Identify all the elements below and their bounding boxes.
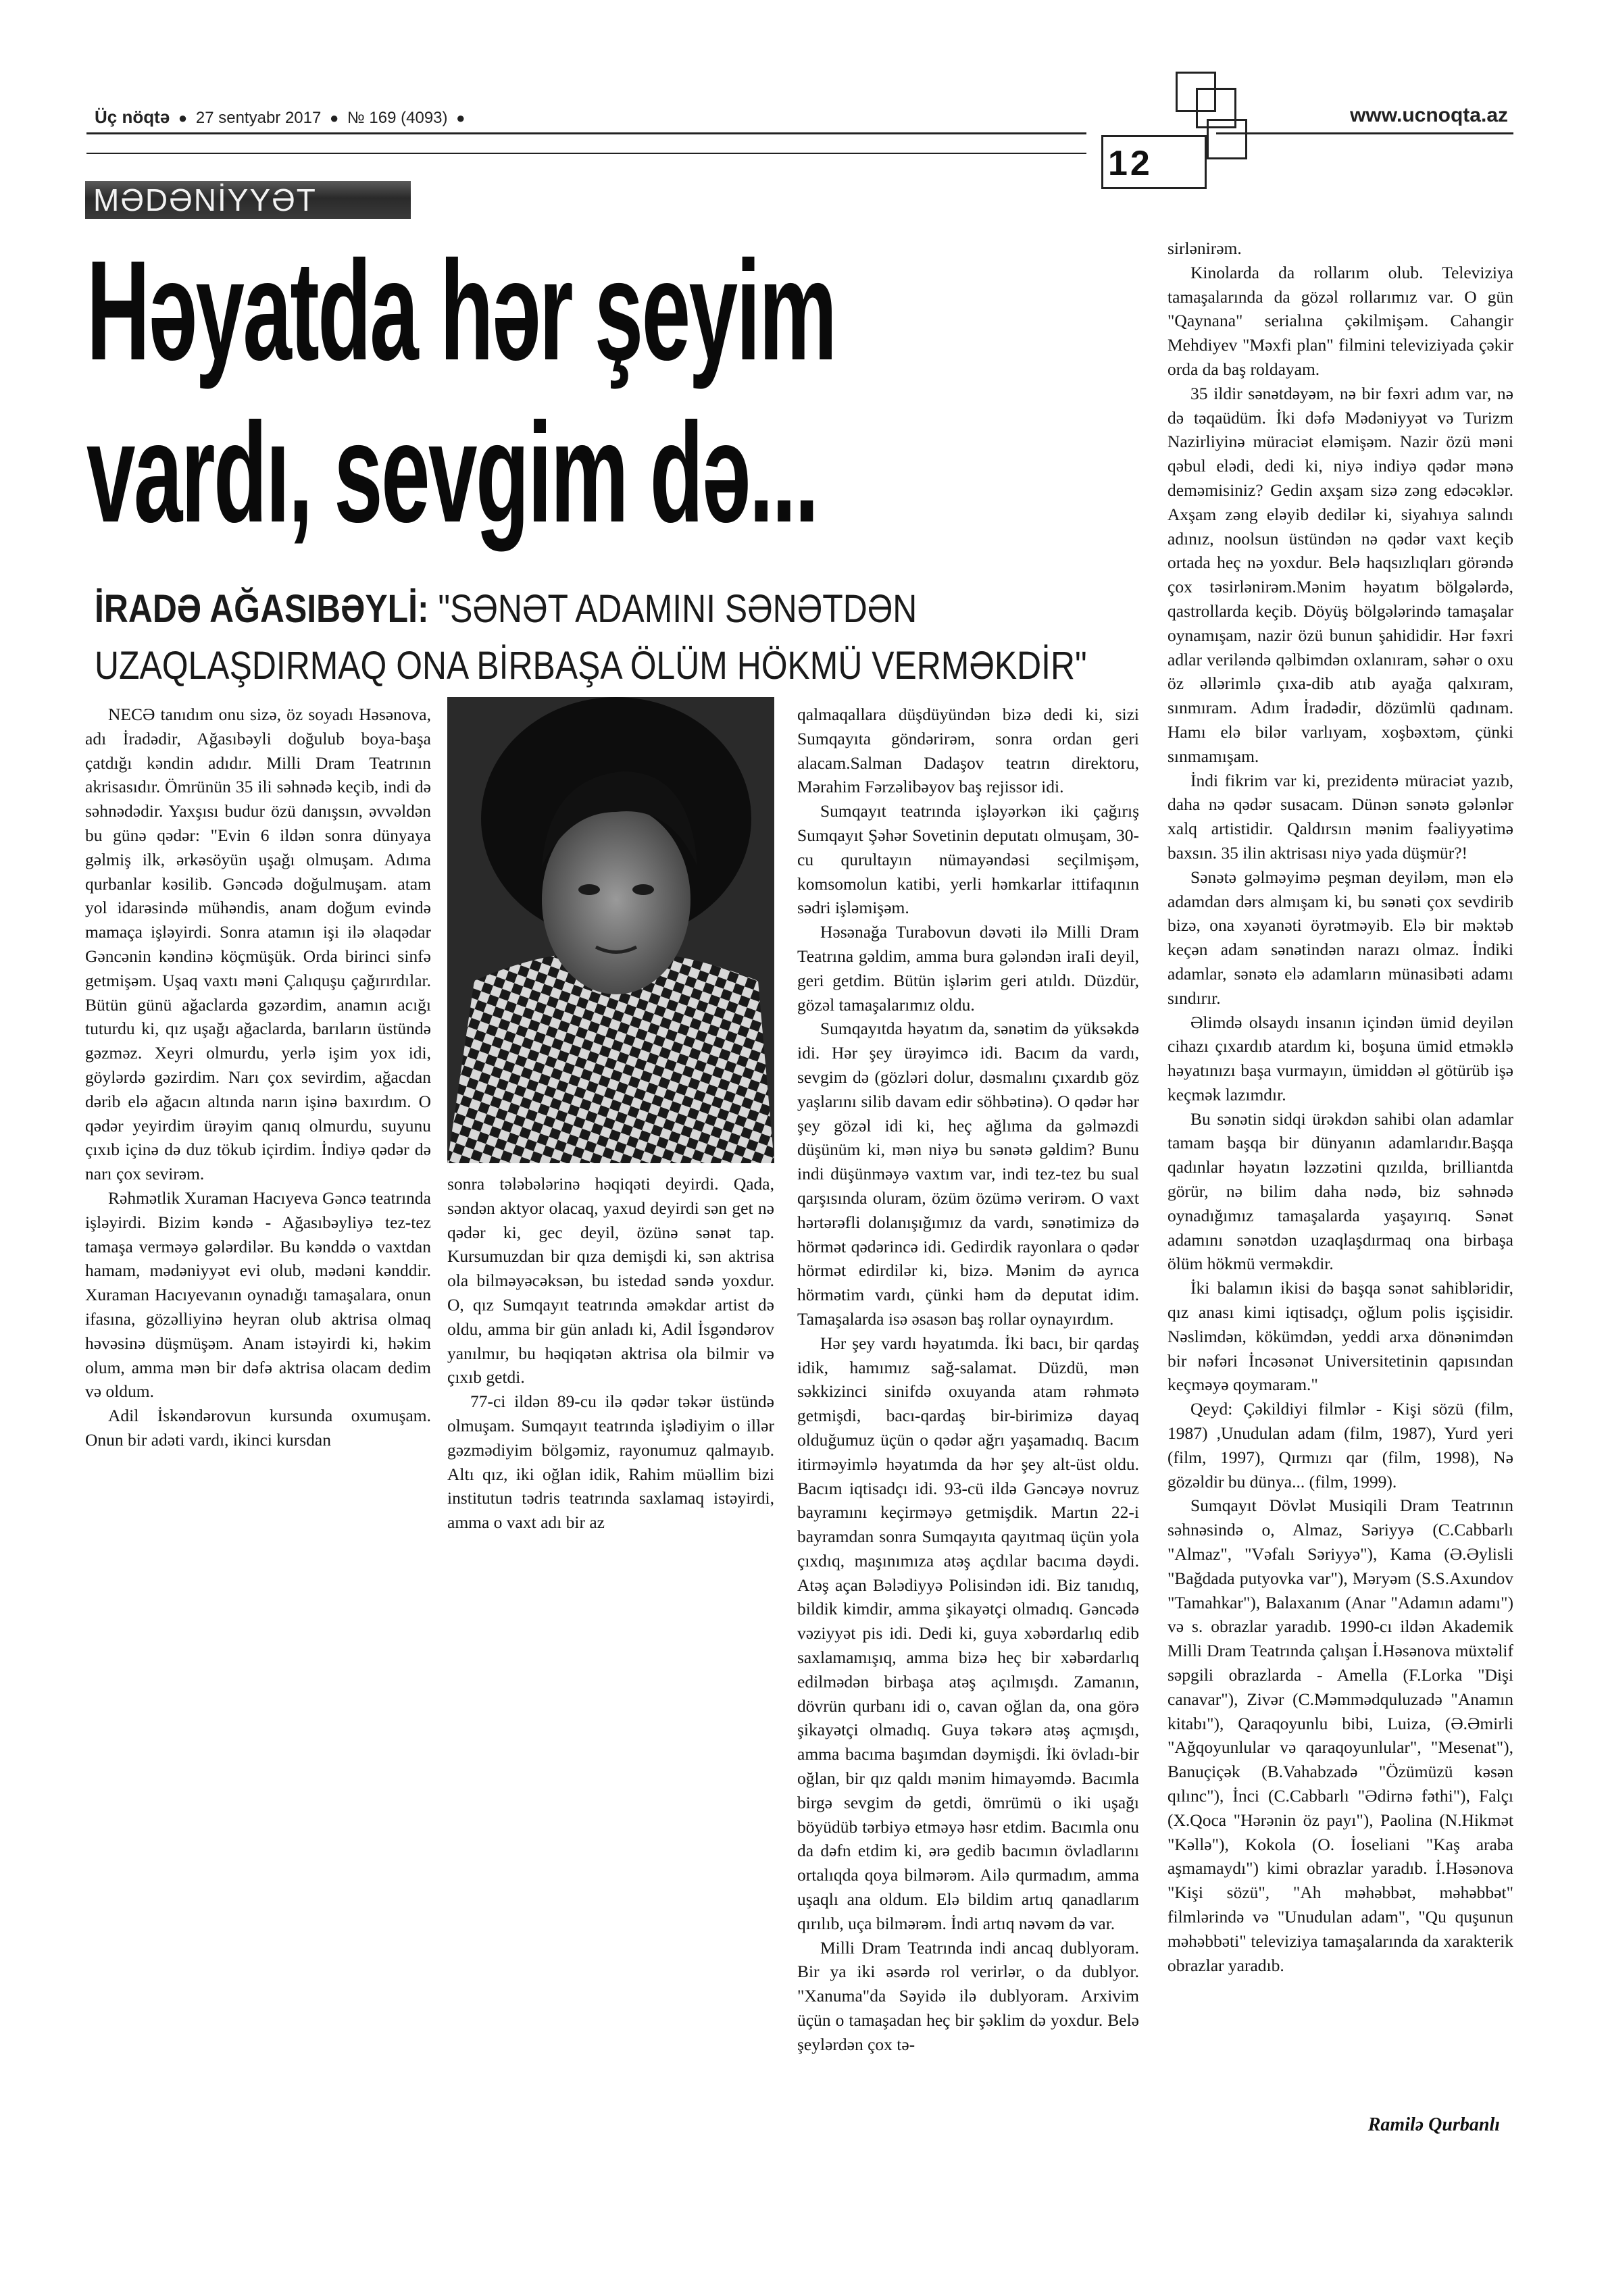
paper-name: Üç nöqtə [95,107,170,127]
paragraph: İndi fikrim var ki, prezidentə müraciət yazıb, daha nə qədər susacam. Dünən sənətə gələnlər xalq artistidir. Qaldırsın mənim fəaliyyətimə baxsın. 35 ilin aktrisası niyə yada düşmür?! [1167,770,1513,863]
subheadline-quote-2: UZAQLAŞDIRMAQ ONA BİRBAŞA ÖLÜM HÖKMÜ VERMƏKDİR" [95,644,1087,688]
paragraph: NECƏ tanıdım onu sizə, öz soyadı Həsənova, adı İradədir, Ağasıbəyli doğulub boya-başa çatdığı kəndin adıdır. Milli Dram Teatrının akrisasıdır. Ömrünün 35 ili səhnədə keçib, indi də səhnədədir. Yaxşısı budur özü danışsın, əvvəldən bu günə qədər: "Evin 6 ildən sonra dünyaya gəlmiş ilk, ərkəsöyün uşağı olmuşam. Adıma qurbanlar kəsilib. Gəncədə doğulmuşam. atam yol idarəsində mühəndis, anam doğum evində mamaça işləyirdi. Sonra atamın işi ilə əlaqədar Gəncənin kəndinə köçmüşük. Orda birinci sinfə getmişəm. Uşaq vaxtı məni Çalıquşu çağırırdılar. Bütün günü ağaclarda gəzərdim, anamın acığı tuturdu ki, qız uşağı ağaclarda, barıların üstündə gəzməz. Xeyri olmurdu, yerlə işim yox idi, göylərdə gəzirdim. Narı çox sevirdim, ağacdan dərib elə ağacın altında narın işinə baxırdım. O qədər yeyirdim ürəyim qanıq olmurdu, suyunu çıxıb içinə də duz tökub içirdim. İndiyə qədər də narı çox sevirəm. [85,705,431,1184]
bullet: ● [178,109,188,126]
paragraph: Milli Dram Teatrında indi ancaq dublyoram. Bir ya iki əsərdə rol verirlər, o da dublyor. "Xanuma"da Səyidə ilə dublyoram. Arxivim üçün o tamaşadan heç bir şəklim də yoxdur. Belə şeylərdən çox tə- [797,1937,1139,2054]
website-url: www.ucnoqta.az [1350,104,1508,126]
header-rule-left-2 [86,153,1086,154]
headline [86,230,836,554]
paragraph: Əlimdə olsaydı insanın içindən ümid deyilən cihazı çıxardıb atardım ki, boşuna ümid etməklə həyatınızı başa vurmayın, ümiddən əl götürüb işə keçmək lazımdır. [1167,1012,1513,1104]
paragraph: Sumqayıt Dövlət Musiqili Dram Teatrının səhnəsində o, Almaz, Səriyyə (C.Cabbarlı "Almaz", "Vəfalı Səriyyə"), Kama (Ə.Əylisli "Bağdada putyovka var"), Məryəm (S.S.Axundov "Tamahkar"), Balaxanım (Anar "Adamın adamı") və s. obrazlar yaradıb. 1990-cı ildən Akademik Milli Dram Teatrında çalışan İ.Həsənova müxtəlif səpgili obrazlarda - Amella (F.Lorka "Dişi canavar"), Zivər (C.Məmmədquluzadə "Anamın kitabı"), Qaraqoyunlu bibi, Luiza, (Ə.Əmirli "Ağqoyunlular və qaraqoyunlular", "Mesenat"), Banuçiçək (B.Vahabzadə "Özümüzü kəsən qılınc"), İnci (C.Cabbarlı "Ədirnə fəthi"), Falçı (X.Qoca "Hərənin öz payı"), Paolina (N.Hikmət "Kəllə"), Kokola (O. İoseliani "Kaş araba aşmamaydı") kimi obrazlar yaradıb. İ.Həsənova "Kişi sözü", "Ah məhəbbət, məhəbbət" filmlərində və "Unudulan adam", "Qu quşunun məhəbbəti" televiziya tamaşalarında da xarakterik obrazlar yaradıb. [1167,1496,1513,1975]
header-rule-right [1216,132,1513,134]
masthead-line [95,107,469,128]
paragraph: 77-ci ildən 89-cu ilə qədər təkər üstündə olmuşam. Sumqayıt teatrında işlədiyim o illər gəzmədiyim bölgəmiz, rayonumuz qalmayıb. Altı qız, iki oğlan idik, Rahim müəllim bizi institutun tədris teatrında saxlamaq istəyirdi, amma o vaxt adı bir az [447,1392,774,1533]
portrait-photo [447,697,774,1163]
issue-number: № 169 (4093) [347,109,448,127]
paragraph: sonra tələbələrinə həqiqəti deyirdi. Qada, səndən aktyor olacaq, yaxud deyirdi sən get nə qədər ki, gec deyil, özünə sənət tap. Kursumuzdan bir qıza demişdi ki, sən aktrisa ola bilməyəcəksən, bu istedad səndə yoxdur. O, qız Sumqayıt teatrında əməkdar artist də oldu, amma bir gün anladı ki, Adil İsgəndərov yanılmır, bu həqiqətən aktrisa ola bilmir və çıxıb getdi. [447,1174,774,1387]
article-column-2 [447,1172,774,1535]
author-signature: Ramilə Qurbanlı [1367,2114,1500,2135]
section-label: MƏDƏNİYYƏT [85,181,411,219]
logo-square-icon [1207,119,1247,159]
paragraph: Hər şey vardı həyatımda. İki bacı, bir qardaş idik, hamımız sağ-salamat. Düzdü, mən səkkizinci sinifdə oxuyanda atam rəhmətə getmişdi, bacı-qardaş bir-birimizə dayaq olduğumuz üçün o qədər ağrı yaşamadıq. Bacım itirməyimlə həyatımda da hər şey alt-üst oldu. Bacım iqtisadçı idi. 93-cü ildə Gəncəyə novruz bayramını keçirməyə getmişdik. Martın 22-i bayramdan sonra Sumqayıta qayıtmaq üçün yola çıxdıq, maşınımıza atəş açdılar bacıma dəydi. Atəş açan Bələdiyyə Polisindən idi. Biz tanıdıq, bildik kimdir, amma şikayətçi olmadıq. Gəncədə vəziyyət pis idi. Dedi ki, guya xəbərdarlıq edib saxlamamışıq, amma bizə heç bir xəbərdarlıq edilmədən birbaşa atəş açılmışdı. Zamanın, dövrün qurbanı idi o, cavan oğlan da, ona görə şikayətçi olmadıq. Guya təkərə atəş açmışdı, amma bacıma başımdan dəymişdi. İki övladı-bir oğlan, bir qız qaldı mənim himayəmdə. Bacımla birgə sevgim də getdi, ömrümü o iki uşağı böyüdüb tərbiyə etməyə həsr etdim. Bacımla onu da dəfn etdim ki, ərə gedib bacımın övladlarını ortalıqda qoya bilmərəm. Ailə qurmadım, amma uşaqlı ana oldum. Elə bildim artıq qanadlarım qırılıb, uça bilmərəm. İndi artıq nəvəm də var. [797,1333,1139,1933]
paragraph: sirlənirəm. [1167,238,1242,258]
paragraph: Adil İskəndərovun kursunda oxumuşam. Onun bir adəti vardı, ikinci kursdan [85,1406,431,1450]
paragraph: Həsənağa Turabovun dəvəti ilə Milli Dram Teatrına gəldim, amma bura gələndən iraIi deyil, geri getdim. Bütün işlərim geri atıldı. Düzdür, gözəl tamaşalarımız oldu. [797,922,1139,1015]
subheadline [95,581,1087,694]
paragraph: qalmaqallara düşdüyündən bizə dedi ki, sizi Sumqayıta göndərirəm, sonra ordan geri alacam.Salman Dadaşov teatrın direktoru, Mərahim Fərzəlibəyov baş rejissor idi. [797,705,1139,797]
subheadline-quote-1: "SƏNƏT ADAMINI SƏNƏTDƏN [428,587,918,631]
page-number: 12 [1108,144,1153,183]
article-column-1 [85,703,431,1452]
paragraph: Sənətə gəlməyimə peşman deyiləm, mən elə adamdan dərs almışam ki, bu sənəti çox sevdirib bizə, ona xəyanəti öyrətməyib. Elə bir məktəb keçən adam sənətindən narazı olmaz. İndiki adamlar, sənətə elə adamların münasibəti adamı sındırır. [1167,867,1513,1008]
paragraph: Rəhmətlik Xuraman Hacıyeva Gəncə teatrında işləyirdi. Bizim kəndə - Ağasıbəyliyə tez-tez tamaşa verməyə gələrdilər. Bu kənddə o vaxtdan hamam, mədəniyyət evi olub, mədəni kənddir. Xuraman Hacıyevanın oynadığı tamaşalara, onun ifasına, gözəlliyinə heyran olub aktrisa olmaq həvəsinə düşmüşəm. Anam istəyirdi ki, həkim olum, amma mən bir dəfə aktrisa olacam dedim və oldum. [85,1188,431,1402]
paragraph: Sumqayıt teatrında işləyərkən iki çağırış Sumqayıt Şəhər Sovetinin deputatı olmuşam, 30-cu qurultayın nümayəndəsi seçilmişəm, komsomolun katibi, yerli həmkarlar ittifaqının sədri işləmişəm. [797,801,1139,918]
issue-date: 27 sentyabr 2017 [195,109,322,127]
paragraph: İki balamın ikisi də başqa sənət sahibləridir, qız anası kimi iqtisadçı, oğlum polis işçisidir. Nəslimdən, kökümdən, yeddi arxa dönənimdən bir nəfəri İncəsənət Universitetinin qapısından keçməyə qoymaram." [1167,1278,1513,1395]
bullet: ● [456,109,466,126]
paragraph: Qeyd: Çəkildiyi filmlər - Kişi sözü (film, 1987) ,Unudulan adam (film, 1987), Yurd yeri (film, 1997), Qırmızı qar (film, 1998), Nə gözəldir bu dünya... (film, 1999). [1167,1399,1513,1491]
bullet: ● [330,109,339,126]
article-column-3 [797,703,1139,2057]
article-column-4 [1167,236,1513,1977]
headline-line-2: vardı, sevgim də... [86,393,818,552]
paragraph: Bu sənətin sidqi ürəkdən sahibi olan adamlar tamam başqa bir dünyanın adamlarıdır.Başqa qadınlar həyatın ləzzətini qızılda, brilliantda görür, nə bilim daha nədə, biz səhnədə oynadığımız tamaşalarda yaşayırıq. Sənət adamını sənətdən uzaqlaşdırmaq ona birbaşa ölüm hökmü verməkdir. [1167,1108,1513,1274]
paragraph: Sumqayıtda həyatım da, sənətim də yüksəkdə idi. Hər şey ürəyimcə idi. Bacım da vardı, sevgim də (gözləri dolur, dəsmalını çıxardıb göz yaşlarını silib davam edir söhbətinə). O qədər hər şey gözəl idi ki, heç ağlıma da gəlməzdi düşünüm ki, mən niyə bu sənətə gəldim? Bunu indi düşünməyə vaxtım var, indi tez-tez bu sual qarşısında oluram, özüm özümə verirəm. O vaxt hərtərəfli dolanışığımız da vardı, sənətimizə də hörmət qədərincə idi. Gedirdik rayonlara o qədər hörmət edirdilər ki, bizə. Mənim də ayrıca hörmətim vardı, çünki həm də deputat idim. Tamaşalarda isə əsasən baş rollar oynayırdım. [797,1019,1139,1329]
subheadline-name: İRADƏ AĞASIBƏYLİ: [95,587,429,631]
headline-line-1: Həyatda hər şeyim [86,231,836,390]
portrait-illustration [447,697,774,1163]
paragraph: 35 ildir sənətdəyəm, nə bir fəxri adım var, nə də təqaüdüm. İki dəfə Mədəniyyət və Turizm Nazirliyinə müraciət eləmişəm. Nazir özü məni qəbul elədi, dedi ki, niyə indiyə qədər mənə deməmisiniz? Gedin axşam sizə zəng edəcəklər. Axşam zəng eləyib dedilər ki, siyahıya salındı adınız, noolsun üstündən nə qədər vaxt keçib ortada heç nə yoxdur. Belə haqsızlıqları görəndə çox təsirlənirəm.Mənim həyatım bölgələrdə, qastrollarda keçib. Döyüş bölgələrində tamaşalar oynamışam, nazir özü bunun şahididir. Hər fəxri adlar veriləndə qəlbimdən oxlanıram, səhər o oxu öz əllərimlə çıxa-dib atıb ayağa qalxıram, sınmıram. Adım İradədir, dözümlü qadınam. Hamı elə bilər varlıyam, xoşbəxtəm, çünki sınmamışam. [1167,383,1513,766]
header-rule-left [86,132,1086,134]
paragraph: Kinolarda da rollarım olub. Televiziya tamaşalarında da gözəl rollarımız var. O gün "Qaynana" serialına çəkilmişəm. Cahangir Mehdiyev "Məxfi plan" filmini televiziyada çəkir orda da baş roldayam. [1167,262,1513,379]
